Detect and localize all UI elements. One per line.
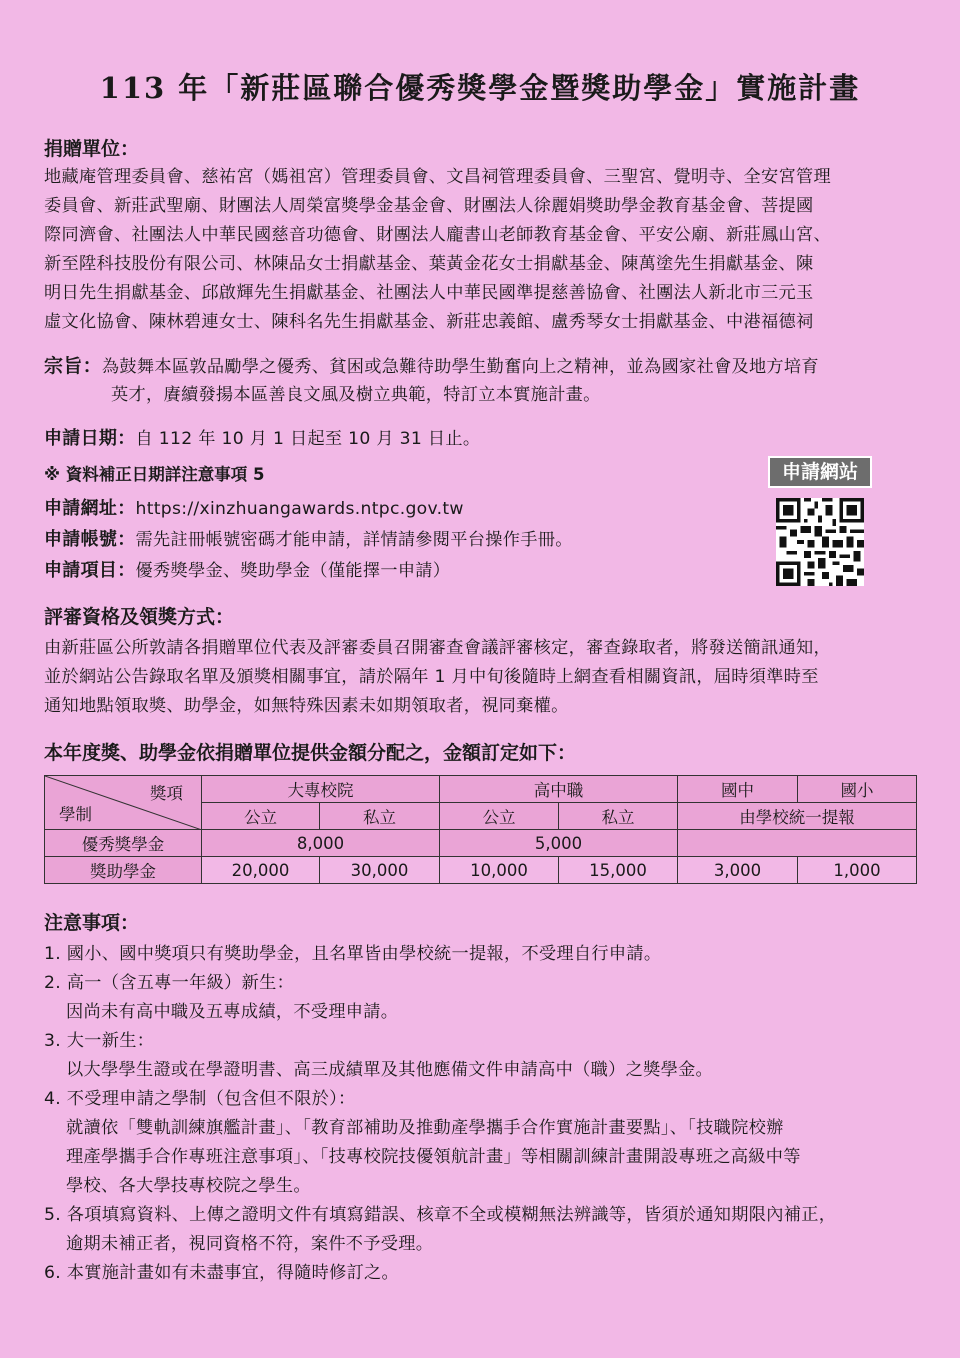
notes-list	[44, 940, 924, 1288]
amount-cell: 3,000	[678, 857, 798, 884]
apply-url-link[interactable]: https://xinzhuangawards.ntpc.gov.tw	[135, 499, 464, 519]
note-item: 6. 本實施計畫如有未盡事宜，得隨時修訂之。	[44, 1263, 400, 1283]
donors-heading: 捐贈單位：	[44, 138, 140, 160]
note-item-detail: 逾期未補正者，視同資格不符，案件不予受理。	[66, 1234, 434, 1254]
donor-line: 新至陞科技股份有限公司、林陳品女士捐獻基金、葉黃金花女士捐獻基金、陳萬塗先生捐獻基金、陳	[44, 254, 814, 274]
amount-cell: 5,000	[440, 830, 678, 857]
type-private: 私立	[559, 803, 678, 830]
amount-table	[44, 775, 917, 884]
qr-label: 申請網站	[768, 456, 872, 488]
amount-cell: 15,000	[559, 857, 678, 884]
apply-date	[44, 424, 480, 454]
apply-account-label: 申請帳號：	[44, 529, 136, 550]
apply-items-value: 優秀獎學金、獎助學金（僅能擇一申請）	[135, 561, 451, 581]
note-item: 1. 國小、國中獎項只有獎助學金，且名單皆由學校統一提報，不受理自行申請。	[44, 944, 662, 964]
eligibility-line: 由新莊區公所敦請各捐贈單位代表及評審委員召開審查會議評審核定，審查錄取者，將發送簡訊通知，	[44, 638, 831, 658]
level-junior-high: 國中	[678, 776, 798, 803]
notes-heading: 注意事項：	[44, 912, 140, 934]
empty-cell	[678, 830, 917, 857]
note-item: 5. 各項填寫資料、上傳之證明文件有填寫錯誤、核章不全或模糊無法辨識等，皆須於通知期限內補正，	[44, 1205, 837, 1225]
apply-url-label: 申請網址：	[44, 498, 136, 519]
row-label-aid: 獎助學金	[45, 857, 202, 884]
level-elementary: 國小	[798, 776, 917, 803]
level-college: 大專校院	[202, 776, 440, 803]
note-item-detail: 就讀依「雙軌訓練旗艦計畫」、「教育部補助及推動產學攜手合作實施計畫要點」、「技職院校辦	[66, 1118, 784, 1138]
apply-url	[44, 494, 464, 524]
amount-cell: 10,000	[440, 857, 559, 884]
row-label-excellence: 優秀獎學金	[45, 830, 202, 857]
donors-list	[44, 163, 919, 337]
donor-line: 地藏庵管理委員會、慈祐宮（媽祖宮）管理委員會、文昌祠管理委員會、三聖宮、覺明寺、全安宮管理	[44, 167, 831, 187]
eligibility-text	[44, 634, 924, 721]
amount-cell: 30,000	[320, 857, 440, 884]
school-report-note: 由學校統一提報	[678, 803, 917, 830]
qr-section	[768, 456, 872, 586]
type-private: 私立	[320, 803, 440, 830]
page-title: 113 年「新莊區聯合優秀獎學金暨獎助學金」實施計畫	[99, 71, 861, 105]
apply-account-value: 需先註冊帳號密碼才能申請，詳情請參閱平台操作手冊。	[135, 530, 573, 550]
purpose-line: 英才，賡續發揚本區善良文風及樹立典範，特訂立本實施計畫。	[111, 385, 601, 405]
type-public: 公立	[202, 803, 320, 830]
note-item-detail: 理產學攜手合作專班注意事項」、「技專校院技優領航計畫」等相關訓練計畫開設專班之高級中等	[66, 1147, 801, 1167]
qr-code-icon[interactable]	[776, 498, 864, 586]
apply-items	[44, 556, 450, 586]
apply-items-label: 申請項目：	[44, 560, 136, 581]
type-public: 公立	[440, 803, 559, 830]
donor-line: 虛文化協會、陳林碧連女士、陳科名先生捐獻基金、新莊忠義館、盧秀琴女士捐獻基金、中港福德祠	[44, 312, 814, 332]
purpose-label: 宗旨：	[44, 355, 102, 377]
donor-line: 委員會、新莊武聖廟、財團法人周榮富獎學金基金會、財團法人徐麗娟獎助學金教育基金會、菩提國	[44, 196, 814, 216]
amount-cell: 20,000	[202, 857, 320, 884]
apply-account	[44, 525, 573, 555]
note-item: 4. 不受理申請之學制（包含但不限於）：	[44, 1089, 356, 1109]
eligibility-heading: 評審資格及領獎方式：	[44, 606, 235, 628]
amount-heading: 本年度獎、助學金依捐贈單位提供金額分配之，金額訂定如下：	[44, 742, 577, 764]
donor-line: 明日先生捐獻基金、邱啟輝先生捐獻基金、社團法人中華民國準提慈善協會、社團法人新北市三元玉	[44, 283, 814, 303]
note-item-detail: 以大學學生證或在學證明書、高三成績單及其他應備文件申請高中（職）之獎學金。	[66, 1060, 714, 1080]
note-item-detail: 學校、各大學技專校院之學生。	[66, 1176, 311, 1196]
note-item-detail: 因尚未有高中職及五專成績，不受理申請。	[66, 1002, 399, 1022]
apply-date-value: 自 112 年 10 月 1 日起至 10 月 31 日止。	[135, 429, 481, 449]
note-item: 2. 高一（含五專一年級）新生：	[44, 973, 295, 993]
apply-date-label: 申請日期：	[44, 428, 136, 449]
correction-note: ※ 資料補正日期詳注意事項 5	[44, 465, 265, 484]
amount-cell: 1,000	[798, 857, 917, 884]
level-high-school: 高中職	[440, 776, 678, 803]
amount-cell: 8,000	[202, 830, 440, 857]
purpose-line: 為鼓舞本區敦品勵學之優秀、貧困或急難待助學生勤奮向上之精神，並為國家社會及地方培育	[101, 357, 819, 377]
eligibility-line: 通知地點領取獎、助學金，如無特殊因素未如期領取者，視同棄權。	[44, 696, 569, 716]
table-corner-cell	[45, 776, 202, 830]
purpose-section	[44, 352, 924, 410]
eligibility-line: 並於網站公告錄取名單及頒獎相關事宜，請於隔年 1 月中旬後隨時上網查看相關資訊，屆時須準時至	[44, 667, 819, 687]
corner-top-label: 獎項	[150, 784, 183, 803]
donor-line: 際同濟會、社團法人中華民國慈音功德會、財團法人龐書山老師教育基金會、平安公廟、新莊鳳山宮、	[44, 225, 831, 245]
corner-bottom-label: 學制	[59, 805, 92, 824]
note-item: 3. 大一新生：	[44, 1031, 155, 1051]
